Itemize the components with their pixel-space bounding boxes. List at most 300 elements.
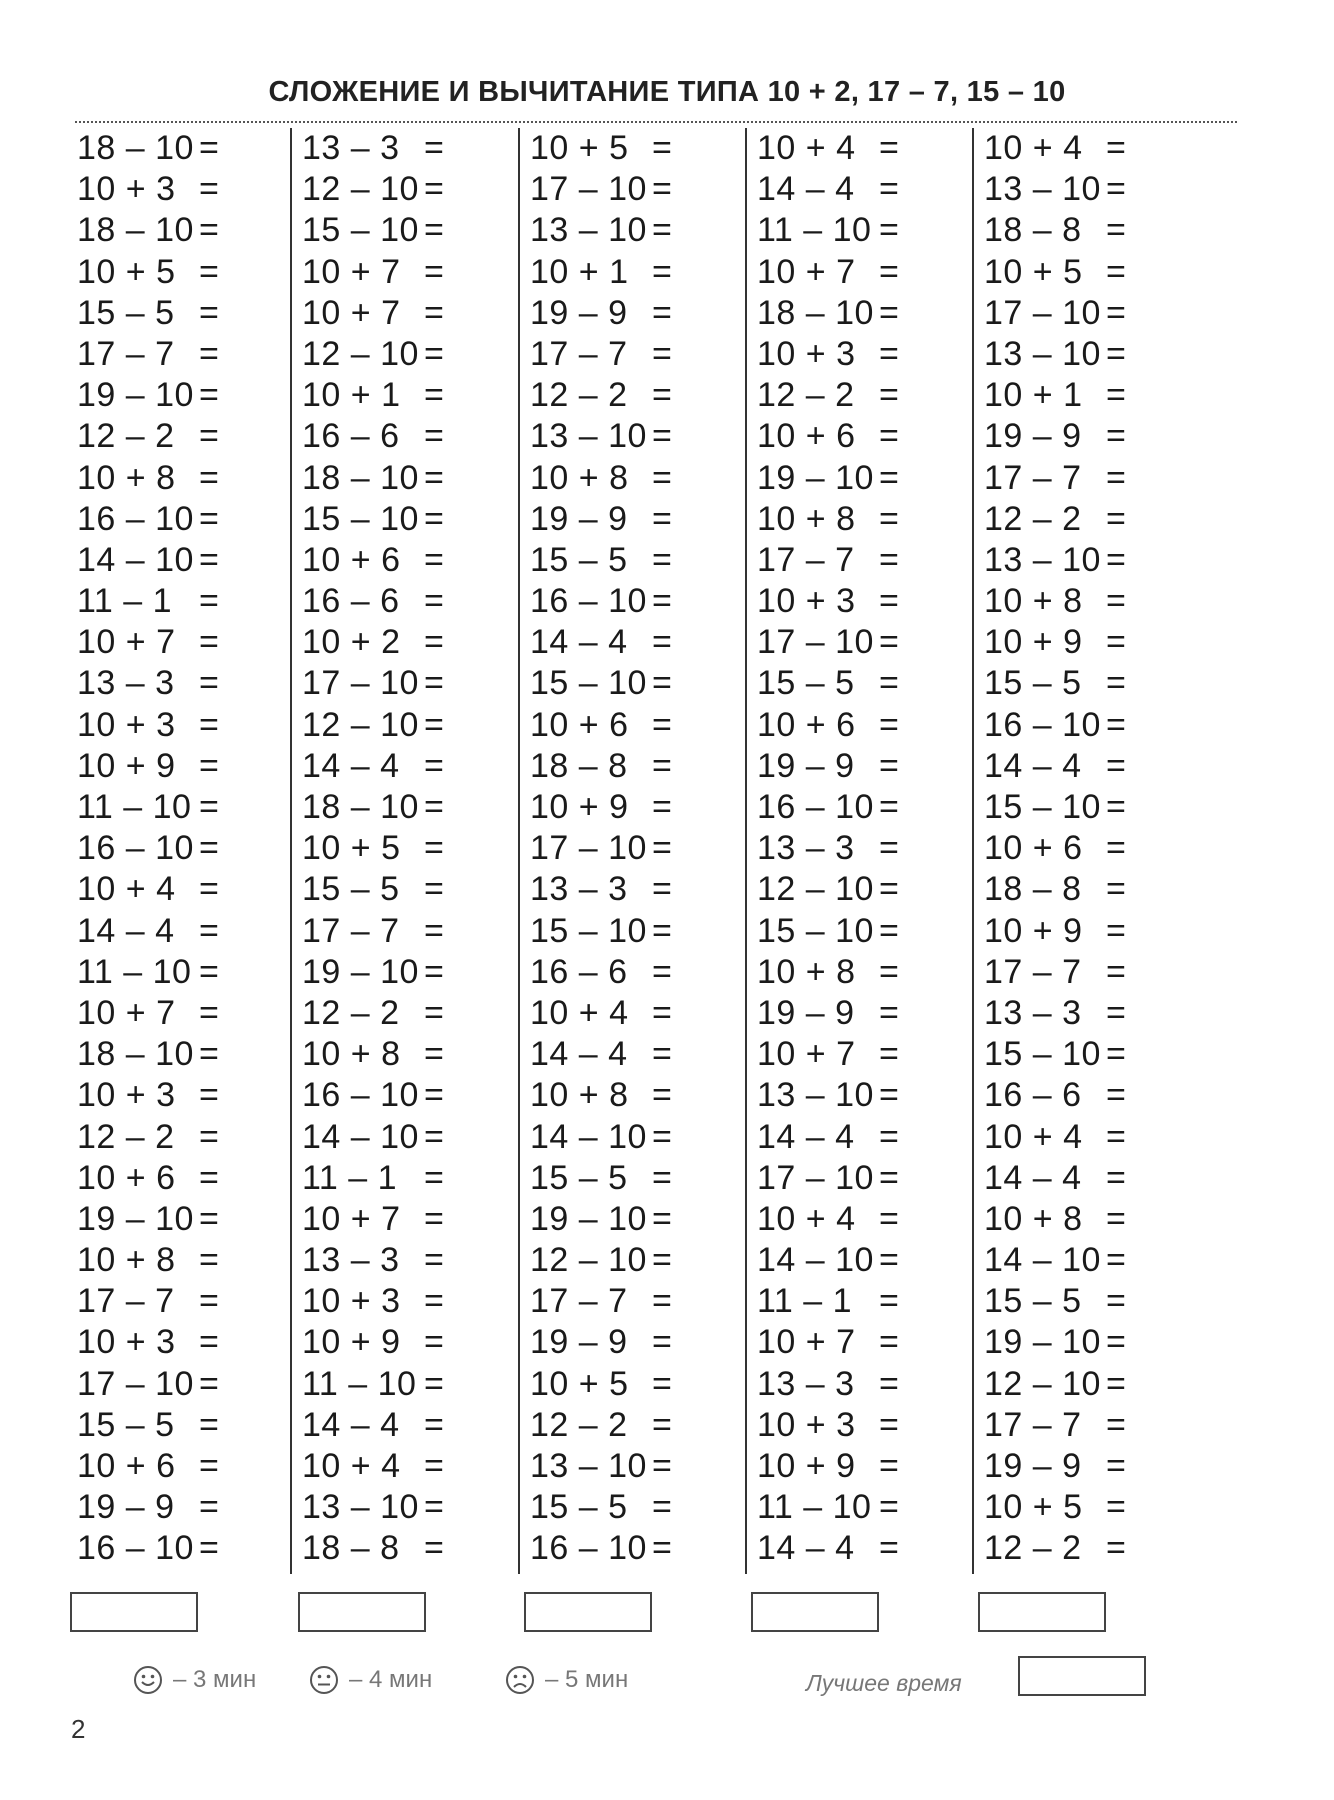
equals-sign: = <box>879 582 899 621</box>
problem-expression: 10 + 8 <box>530 1076 629 1115</box>
equals-sign: = <box>879 1364 899 1403</box>
equals-sign: = <box>199 1241 219 1280</box>
equals-sign: = <box>879 1447 899 1485</box>
equals-sign: = <box>652 1282 672 1321</box>
equals-sign: = <box>424 1241 444 1280</box>
problem <box>77 622 312 663</box>
problem-expression: 17 – 10 <box>757 1158 874 1197</box>
problem-expression: 10 + 4 <box>77 870 176 909</box>
problem-expression: 13 – 3 <box>302 1241 400 1280</box>
problem <box>77 416 312 457</box>
problem-expression: 15 – 10 <box>757 911 874 950</box>
equals-sign: = <box>652 623 672 662</box>
problem-expression: 10 + 7 <box>757 1035 856 1074</box>
equals-sign: = <box>879 1282 899 1321</box>
problem-expression: 16 – 6 <box>302 417 400 456</box>
equals-sign: = <box>424 211 444 250</box>
problem <box>292 210 527 251</box>
equals-sign: = <box>199 746 219 785</box>
problem <box>292 1528 527 1569</box>
problem-expression: 16 – 10 <box>984 705 1101 744</box>
equals-sign: = <box>1106 211 1126 250</box>
equals-sign: = <box>1106 252 1126 291</box>
equals-sign: = <box>652 129 672 167</box>
problem-expression: 13 – 10 <box>984 334 1101 373</box>
equals-sign: = <box>424 582 444 621</box>
problem <box>974 1405 1209 1446</box>
problem-expression: 10 + 8 <box>302 1035 401 1074</box>
equals-sign: = <box>424 911 444 950</box>
problem <box>292 1240 527 1281</box>
problem <box>747 787 982 828</box>
problem <box>77 869 312 910</box>
problem-expression: 10 + 7 <box>77 993 176 1032</box>
problem-expression: 18 – 10 <box>77 211 194 250</box>
problem-expression: 10 + 6 <box>302 540 401 579</box>
problem <box>77 1075 312 1116</box>
time-box-column-3[interactable] <box>524 1592 652 1632</box>
problem <box>520 540 755 581</box>
problem <box>747 952 982 993</box>
problem-expression: 17 – 7 <box>757 540 855 579</box>
problem <box>974 1528 1209 1569</box>
equals-sign: = <box>424 1323 444 1362</box>
problem-expression: 10 + 8 <box>530 458 629 497</box>
problem-expression: 14 – 10 <box>984 1241 1101 1280</box>
equals-sign: = <box>652 1241 672 1280</box>
problem-expression: 10 + 3 <box>757 334 856 373</box>
equals-sign: = <box>1106 1364 1126 1403</box>
problem <box>747 869 982 910</box>
problem <box>747 1117 982 1158</box>
problem <box>974 787 1209 828</box>
equals-sign: = <box>1106 952 1126 991</box>
problem <box>77 1199 312 1240</box>
problem-expression: 19 – 9 <box>77 1488 175 1527</box>
problem <box>77 1322 312 1363</box>
problem <box>974 622 1209 663</box>
time-box-column-2[interactable] <box>298 1592 426 1632</box>
problem-expression: 15 – 5 <box>984 664 1082 703</box>
equals-sign: = <box>879 417 899 456</box>
problem-expression: 18 – 10 <box>757 293 874 332</box>
equals-sign: = <box>199 211 219 250</box>
equals-sign: = <box>1106 540 1126 579</box>
problem-expression: 10 + 6 <box>984 829 1083 868</box>
equals-sign: = <box>199 582 219 621</box>
problem <box>520 663 755 704</box>
problem-expression: 16 – 10 <box>302 1076 419 1115</box>
problem-expression: 19 – 10 <box>77 376 194 415</box>
equals-sign: = <box>1106 582 1126 621</box>
equals-sign: = <box>1106 1076 1126 1115</box>
equals-sign: = <box>424 170 444 209</box>
problem <box>974 334 1209 375</box>
problem <box>292 663 527 704</box>
problem <box>747 1075 982 1116</box>
problem-expression: 15 – 5 <box>984 1282 1082 1321</box>
problem <box>77 1487 312 1528</box>
problem <box>77 293 312 334</box>
problem <box>747 499 982 540</box>
equals-sign: = <box>1106 1199 1126 1238</box>
problem-expression: 19 – 9 <box>984 1447 1082 1485</box>
time-box-column-1[interactable] <box>70 1592 198 1632</box>
equals-sign: = <box>424 417 444 456</box>
equals-sign: = <box>652 1117 672 1156</box>
problem <box>292 1199 527 1240</box>
problem <box>974 1281 1209 1322</box>
equals-sign: = <box>199 1282 219 1321</box>
problem <box>520 828 755 869</box>
problem <box>747 622 982 663</box>
problem <box>77 1364 312 1405</box>
problem <box>520 746 755 787</box>
equals-sign: = <box>1106 1158 1126 1197</box>
problem-expression: 13 – 10 <box>757 1076 874 1115</box>
problem-expression: 19 – 9 <box>530 499 628 538</box>
problem-expression: 10 + 6 <box>757 705 856 744</box>
problem <box>747 1487 982 1528</box>
problem-expression: 10 + 1 <box>530 252 629 291</box>
problem <box>747 128 982 169</box>
equals-sign: = <box>1106 170 1126 209</box>
problem <box>292 375 527 416</box>
problem-expression: 10 + 8 <box>77 1241 176 1280</box>
problem <box>520 1117 755 1158</box>
problem <box>292 993 527 1034</box>
equals-sign: = <box>424 1488 444 1527</box>
equals-sign: = <box>879 788 899 826</box>
equals-sign: = <box>199 1447 219 1485</box>
equals-sign: = <box>879 1529 899 1568</box>
problem-column-3 <box>518 128 755 1574</box>
problem-expression: 19 – 10 <box>302 952 419 991</box>
equals-sign: = <box>1106 705 1126 744</box>
equals-sign: = <box>1106 993 1126 1032</box>
problem-expression: 12 – 2 <box>302 993 400 1032</box>
problem-expression: 10 + 3 <box>757 1405 856 1444</box>
equals-sign: = <box>199 993 219 1032</box>
legend-4-min <box>309 1660 432 1700</box>
problem-expression: 15 – 5 <box>757 664 855 703</box>
equals-sign: = <box>652 1323 672 1362</box>
equals-sign: = <box>424 334 444 373</box>
problem <box>77 1405 312 1446</box>
problem <box>77 581 312 622</box>
problem-expression: 19 – 10 <box>984 1323 1101 1362</box>
equals-sign: = <box>652 705 672 744</box>
problem <box>747 1034 982 1075</box>
problem <box>77 458 312 499</box>
problem-expression: 19 – 9 <box>530 1323 628 1362</box>
problem-expression: 16 – 10 <box>530 1529 647 1568</box>
equals-sign: = <box>879 376 899 415</box>
problem-expression: 10 + 5 <box>530 129 629 167</box>
problem-expression: 19 – 9 <box>530 293 628 332</box>
equals-sign: = <box>652 993 672 1032</box>
problem-expression: 12 – 2 <box>984 499 1082 538</box>
problem-expression: 14 – 10 <box>757 1241 874 1280</box>
problem-expression: 16 – 10 <box>77 829 194 868</box>
problem <box>747 540 982 581</box>
problem-expression: 17 – 7 <box>984 1405 1082 1444</box>
problem <box>292 581 527 622</box>
problem-expression: 18 – 10 <box>302 788 419 826</box>
problem-expression: 17 – 7 <box>77 1282 175 1321</box>
problem-expression: 11 – 10 <box>757 1488 872 1527</box>
problem <box>77 911 312 952</box>
problem <box>974 252 1209 293</box>
problem-expression: 14 – 4 <box>530 1035 628 1074</box>
equals-sign: = <box>199 170 219 209</box>
legend-5-min <box>505 1660 628 1700</box>
problem <box>747 458 982 499</box>
equals-sign: = <box>652 417 672 456</box>
equals-sign: = <box>424 458 444 497</box>
problem <box>77 1034 312 1075</box>
problem-expression: 13 – 3 <box>302 129 400 167</box>
problem <box>292 293 527 334</box>
equals-sign: = <box>424 1158 444 1197</box>
problem-expression: 11 – 10 <box>77 788 192 826</box>
equals-sign: = <box>879 1241 899 1280</box>
problem-expression: 13 – 3 <box>530 870 628 909</box>
equals-sign: = <box>1106 334 1126 373</box>
equals-sign: = <box>199 1035 219 1074</box>
equals-sign: = <box>1106 1488 1126 1527</box>
problem <box>292 1364 527 1405</box>
problem-expression: 10 + 9 <box>984 623 1083 662</box>
problem-expression: 12 – 2 <box>530 376 628 415</box>
equals-sign: = <box>652 911 672 950</box>
problem-expression: 15 – 10 <box>984 788 1101 826</box>
problem <box>77 663 312 704</box>
problem <box>520 293 755 334</box>
time-box-column-5[interactable] <box>978 1592 1106 1632</box>
equals-sign: = <box>652 1364 672 1403</box>
problem <box>292 1075 527 1116</box>
equals-sign: = <box>199 1158 219 1197</box>
equals-sign: = <box>879 334 899 373</box>
equals-sign: = <box>424 293 444 332</box>
equals-sign: = <box>424 1117 444 1156</box>
equals-sign: = <box>652 952 672 991</box>
equals-sign: = <box>879 870 899 909</box>
equals-sign: = <box>879 1076 899 1115</box>
problem <box>520 622 755 663</box>
problem <box>292 416 527 457</box>
problem-expression: 18 – 10 <box>302 458 419 497</box>
equals-sign: = <box>424 870 444 909</box>
problem-expression: 10 + 9 <box>302 1323 401 1362</box>
equals-sign: = <box>1106 376 1126 415</box>
problem-expression: 14 – 4 <box>302 1405 400 1444</box>
problem <box>292 622 527 663</box>
problem-expression: 15 – 5 <box>302 870 400 909</box>
equals-sign: = <box>652 334 672 373</box>
equals-sign: = <box>1106 829 1126 868</box>
equals-sign: = <box>424 1364 444 1403</box>
problem-expression: 11 – 1 <box>302 1158 398 1197</box>
problem-expression: 10 + 7 <box>757 252 856 291</box>
problem-expression: 15 – 10 <box>302 499 419 538</box>
equals-sign: = <box>652 746 672 785</box>
problem-expression: 13 – 10 <box>302 1488 419 1527</box>
problem <box>520 1487 755 1528</box>
equals-sign: = <box>879 1117 899 1156</box>
problem-expression: 12 – 2 <box>530 1405 628 1444</box>
problem <box>520 252 755 293</box>
problem-column-2 <box>290 128 527 1574</box>
problem <box>77 952 312 993</box>
problem <box>77 1446 312 1487</box>
smile-icon <box>133 1665 163 1695</box>
equals-sign: = <box>652 211 672 250</box>
problem-expression: 16 – 10 <box>757 788 874 826</box>
problem-expression: 10 + 5 <box>984 1488 1083 1527</box>
problem-expression: 17 – 10 <box>757 623 874 662</box>
problem-expression: 17 – 7 <box>530 1282 628 1321</box>
problem-expression: 12 – 2 <box>757 376 855 415</box>
problem <box>77 787 312 828</box>
equals-sign: = <box>199 334 219 373</box>
problem <box>292 869 527 910</box>
problem <box>747 705 982 746</box>
problem <box>974 293 1209 334</box>
equals-sign: = <box>1106 788 1126 826</box>
problem-expression: 18 – 8 <box>302 1529 400 1568</box>
problem <box>747 1281 982 1322</box>
problem <box>292 1158 527 1199</box>
equals-sign: = <box>652 1199 672 1238</box>
equals-sign: = <box>879 1199 899 1238</box>
problem-expression: 17 – 7 <box>77 334 175 373</box>
time-box-column-4[interactable] <box>751 1592 879 1632</box>
problem <box>747 828 982 869</box>
problem <box>77 499 312 540</box>
equals-sign: = <box>424 788 444 826</box>
equals-sign: = <box>652 1035 672 1074</box>
problem <box>974 1117 1209 1158</box>
problem <box>747 1158 982 1199</box>
equals-sign: = <box>879 1488 899 1527</box>
best-time-label: Лучшее время <box>806 1670 962 1696</box>
equals-sign: = <box>879 705 899 744</box>
equals-sign: = <box>199 952 219 991</box>
equals-sign: = <box>424 129 444 167</box>
equals-sign: = <box>879 1158 899 1197</box>
equals-sign: = <box>652 540 672 579</box>
equals-sign: = <box>1106 1117 1126 1156</box>
problem-expression: 10 + 1 <box>302 376 401 415</box>
equals-sign: = <box>199 293 219 332</box>
equals-sign: = <box>652 788 672 826</box>
problem-expression: 17 – 7 <box>530 334 628 373</box>
equals-sign: = <box>199 499 219 538</box>
problem <box>520 911 755 952</box>
equals-sign: = <box>879 170 899 209</box>
problem-expression: 14 – 4 <box>757 1529 855 1568</box>
problem <box>747 911 982 952</box>
problem-expression: 10 + 3 <box>302 1282 401 1321</box>
problem-expression: 10 + 5 <box>77 252 176 291</box>
problem-expression: 11 – 10 <box>302 1364 417 1403</box>
equals-sign: = <box>652 1076 672 1115</box>
problem <box>747 416 982 457</box>
problem-expression: 11 – 10 <box>757 211 872 250</box>
problem <box>974 1075 1209 1116</box>
problem-expression: 13 – 3 <box>757 1364 855 1403</box>
problem-expression: 15 – 10 <box>530 911 647 950</box>
equals-sign: = <box>1106 623 1126 662</box>
problem <box>747 746 982 787</box>
equals-sign: = <box>424 252 444 291</box>
problem <box>520 952 755 993</box>
problem-expression: 10 + 4 <box>302 1447 401 1485</box>
problem-expression: 15 – 5 <box>530 1488 628 1527</box>
problem <box>520 128 755 169</box>
equals-sign: = <box>199 829 219 868</box>
problem-expression: 12 – 2 <box>77 417 175 456</box>
problem <box>292 828 527 869</box>
equals-sign: = <box>424 1199 444 1238</box>
problem-expression: 11 – 1 <box>757 1282 853 1321</box>
problem <box>77 993 312 1034</box>
problem <box>747 334 982 375</box>
equals-sign: = <box>424 664 444 703</box>
title-divider <box>75 121 1237 123</box>
problem-expression: 13 – 3 <box>984 993 1082 1032</box>
problem <box>747 1446 982 1487</box>
problem <box>520 416 755 457</box>
problem-column-4 <box>745 128 982 1574</box>
problem-expression: 10 + 7 <box>302 293 401 332</box>
problem-expression: 12 – 10 <box>302 334 419 373</box>
equals-sign: = <box>1106 1529 1126 1568</box>
neutral-face-icon <box>309 1665 339 1695</box>
equals-sign: = <box>424 1076 444 1115</box>
problem-expression: 14 – 4 <box>984 1158 1082 1197</box>
equals-sign: = <box>1106 664 1126 703</box>
problem <box>974 869 1209 910</box>
equals-sign: = <box>879 829 899 868</box>
problem-expression: 19 – 9 <box>757 746 855 785</box>
problem-expression: 17 – 10 <box>984 293 1101 332</box>
problem-expression: 10 + 8 <box>984 1199 1083 1238</box>
problem-expression: 17 – 10 <box>77 1364 194 1403</box>
problem <box>292 1322 527 1363</box>
problem-expression: 14 – 4 <box>984 746 1082 785</box>
problem-expression: 19 – 10 <box>530 1199 647 1238</box>
problem <box>292 911 527 952</box>
problem <box>292 1405 527 1446</box>
problem-expression: 10 + 8 <box>757 499 856 538</box>
equals-sign: = <box>652 1488 672 1527</box>
equals-sign: = <box>199 705 219 744</box>
equals-sign: = <box>879 952 899 991</box>
problem-expression: 10 + 6 <box>77 1447 176 1485</box>
problem <box>292 1034 527 1075</box>
problem-expression: 10 + 9 <box>984 911 1083 950</box>
best-time-box[interactable] <box>1018 1656 1146 1696</box>
problem-column-5 <box>972 128 1209 1574</box>
equals-sign: = <box>424 1282 444 1321</box>
equals-sign: = <box>424 540 444 579</box>
problem <box>520 169 755 210</box>
problem <box>747 663 982 704</box>
problem-expression: 15 – 5 <box>77 1405 175 1444</box>
